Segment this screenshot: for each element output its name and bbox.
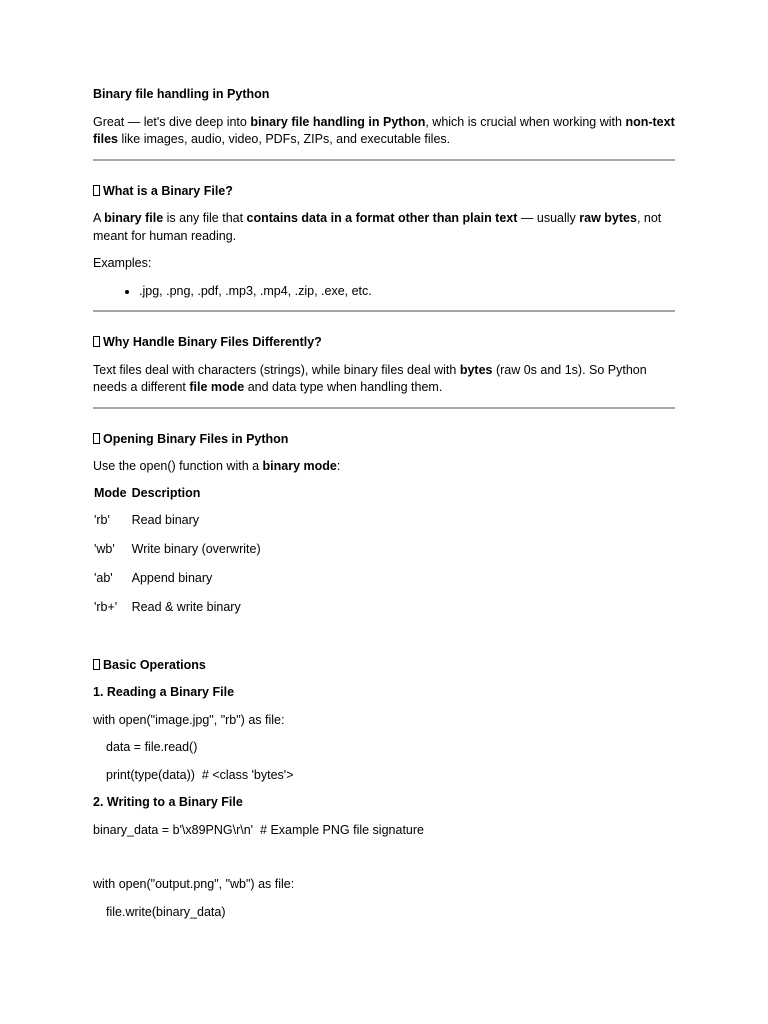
table-header-description: Description [131, 485, 201, 500]
examples-label: Examples: [93, 256, 152, 270]
code-line: data = file.read() [106, 740, 198, 754]
mode-cell: 'ab' [94, 570, 113, 585]
section-heading-text: What is a Binary File? [103, 183, 233, 198]
open-bold-1: binary mode [262, 459, 337, 473]
section-heading-basic-operations [93, 657, 675, 675]
description-cell: Read binary [131, 512, 200, 527]
code-line: with open("image.jpg", "rb") as file: [93, 712, 285, 727]
definition-text-2: is any file that [163, 211, 247, 225]
horizontal-rule [93, 310, 675, 312]
subheading-reading: 1. Reading a Binary File [93, 685, 235, 699]
code-line: binary_data = b'\x89PNG\r\n' # Example PNG file signature [93, 822, 424, 837]
definition-text-4: , not meant for human reading. [93, 211, 662, 243]
list-item: • .jpg, .png, .pdf, .mp3, .mp4, .zip, .exe, etc. [139, 283, 675, 301]
table-row [93, 513, 265, 542]
definition-bold-3: raw bytes [579, 211, 637, 225]
intro-text-1: Great — let's dive deep into [93, 114, 251, 129]
code-line: print(type(data)) # <class 'bytes'> [106, 767, 294, 782]
why-text-3: and data type when handling them. [244, 380, 443, 394]
table-row [93, 542, 265, 571]
table-row [93, 571, 265, 600]
code-line: file.write(binary_data) [106, 904, 226, 919]
horizontal-rule [93, 407, 675, 409]
intro-text-2: , which is crucial when working with [425, 114, 626, 129]
missing-glyph-icon [93, 336, 100, 347]
open-text-2: : [336, 459, 341, 473]
section-heading-text: Basic Operations [103, 657, 206, 672]
intro-paragraph [93, 114, 675, 149]
missing-glyph-icon [93, 659, 100, 670]
document-content [93, 86, 675, 931]
horizontal-rule [93, 159, 675, 161]
open-function-paragraph [93, 458, 675, 476]
table-row [93, 600, 265, 629]
section-heading-opening-files [93, 431, 675, 449]
why-different-paragraph [93, 362, 675, 397]
description-cell: Read & write binary [131, 599, 241, 614]
section-heading-why-different [93, 334, 675, 352]
intro-bold-1: binary file handling in Python [250, 114, 426, 129]
table-header-row [93, 486, 265, 513]
binary-file-definition [93, 210, 675, 245]
mode-cell: 'rb' [94, 512, 110, 527]
definition-bold-1: binary file [104, 211, 164, 225]
subheading-writing: 2. Writing to a Binary File [93, 795, 243, 809]
binary-modes-table [93, 486, 265, 629]
definition-bold-2: contains data in a format other than plain text [246, 211, 518, 225]
intro-bold-2: non-text files [93, 114, 675, 146]
why-text-2: (raw 0s and 1s). So Python needs a different [93, 362, 647, 394]
document-title: Binary file handling in Python [93, 87, 270, 101]
section-heading-text: Opening Binary Files in Python [103, 431, 289, 446]
missing-glyph-icon [93, 185, 100, 196]
description-cell: Write binary (overwrite) [131, 541, 261, 556]
intro-text-3: like images, audio, video, PDFs, ZIPs, and executable files. [118, 132, 451, 146]
section-heading-binary-file [93, 183, 675, 201]
code-line: with open("output.png", "wb") as file: [93, 877, 295, 891]
table-header-mode: Mode [94, 485, 127, 500]
why-bold-1: bytes [459, 362, 493, 377]
missing-glyph-icon [93, 433, 100, 444]
blank-line [93, 849, 675, 876]
why-text-1: Text files deal with characters (strings), while binary files deal with [93, 362, 460, 377]
examples-list [93, 283, 675, 301]
section-heading-text: Why Handle Binary Files Differently? [103, 335, 322, 349]
why-bold-2: file mode [189, 380, 245, 394]
definition-text-1: A [93, 211, 105, 225]
description-cell: Append binary [131, 570, 213, 585]
open-text-1: Use the open() function with a [93, 459, 263, 473]
mode-cell: 'wb' [94, 541, 115, 556]
mode-cell: 'rb+' [94, 599, 118, 614]
definition-text-3: — usually [517, 211, 580, 225]
